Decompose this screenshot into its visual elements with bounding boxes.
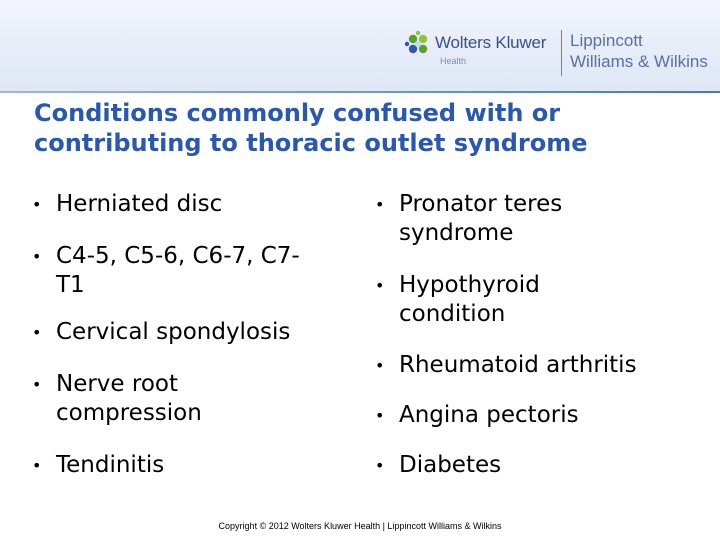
list-item-text: Herniated disc [56,191,223,217]
copyright-footer: Copyright © 2012 Wolters Kluwer Health | Lippincott Williams & Wilkins [218,521,502,531]
list-item-text: Angina pectoris [399,402,579,428]
partner-name-line2: Williams & Wilkins [570,52,708,71]
list-item [32,190,362,219]
bullet-icon: • [32,195,42,214]
list-item-text: Cervical spondylosis [56,319,291,345]
list-item-text: Diabetes [399,452,502,478]
bullet-icon: • [375,195,385,214]
list-item [375,351,715,380]
list-item [32,451,362,480]
list-item-text: Hypothyroid condition [399,272,540,327]
list-item [375,271,605,329]
bullet-icon: • [32,375,42,394]
bullet-icon: • [375,406,385,425]
bullet-icon: • [375,456,385,475]
list-item-text: Nerve root compression [56,371,202,426]
bullet-icon: • [375,276,385,295]
list-item-text: C4-5, C5-6, C6-7, C7-T1 [56,243,300,298]
list-item [375,401,715,430]
brand-subtitle: Health [440,56,467,66]
list-item [375,451,715,480]
list-item [32,370,262,428]
bullet-icon: • [32,247,42,266]
brand-name: Wolters Kluwer [435,33,547,52]
list-item [32,318,362,347]
bullet-icon: • [32,323,42,342]
right-bullet-list [375,0,715,540]
bullet-icon: • [32,456,42,475]
list-item-text: Rheumatoid arthritis [399,352,637,378]
list-item [32,242,322,300]
slide-title: Conditions commonly confused with or contributing to thoracic outlet syndrome [34,99,588,157]
bullet-icon: • [375,356,385,375]
list-item-text: Pronator teres syndrome [399,191,563,246]
partner-name-line1: Lippincott [570,31,643,50]
list-item-text: Tendinitis [56,452,165,478]
left-bullet-list [32,0,362,540]
list-item [375,190,625,248]
